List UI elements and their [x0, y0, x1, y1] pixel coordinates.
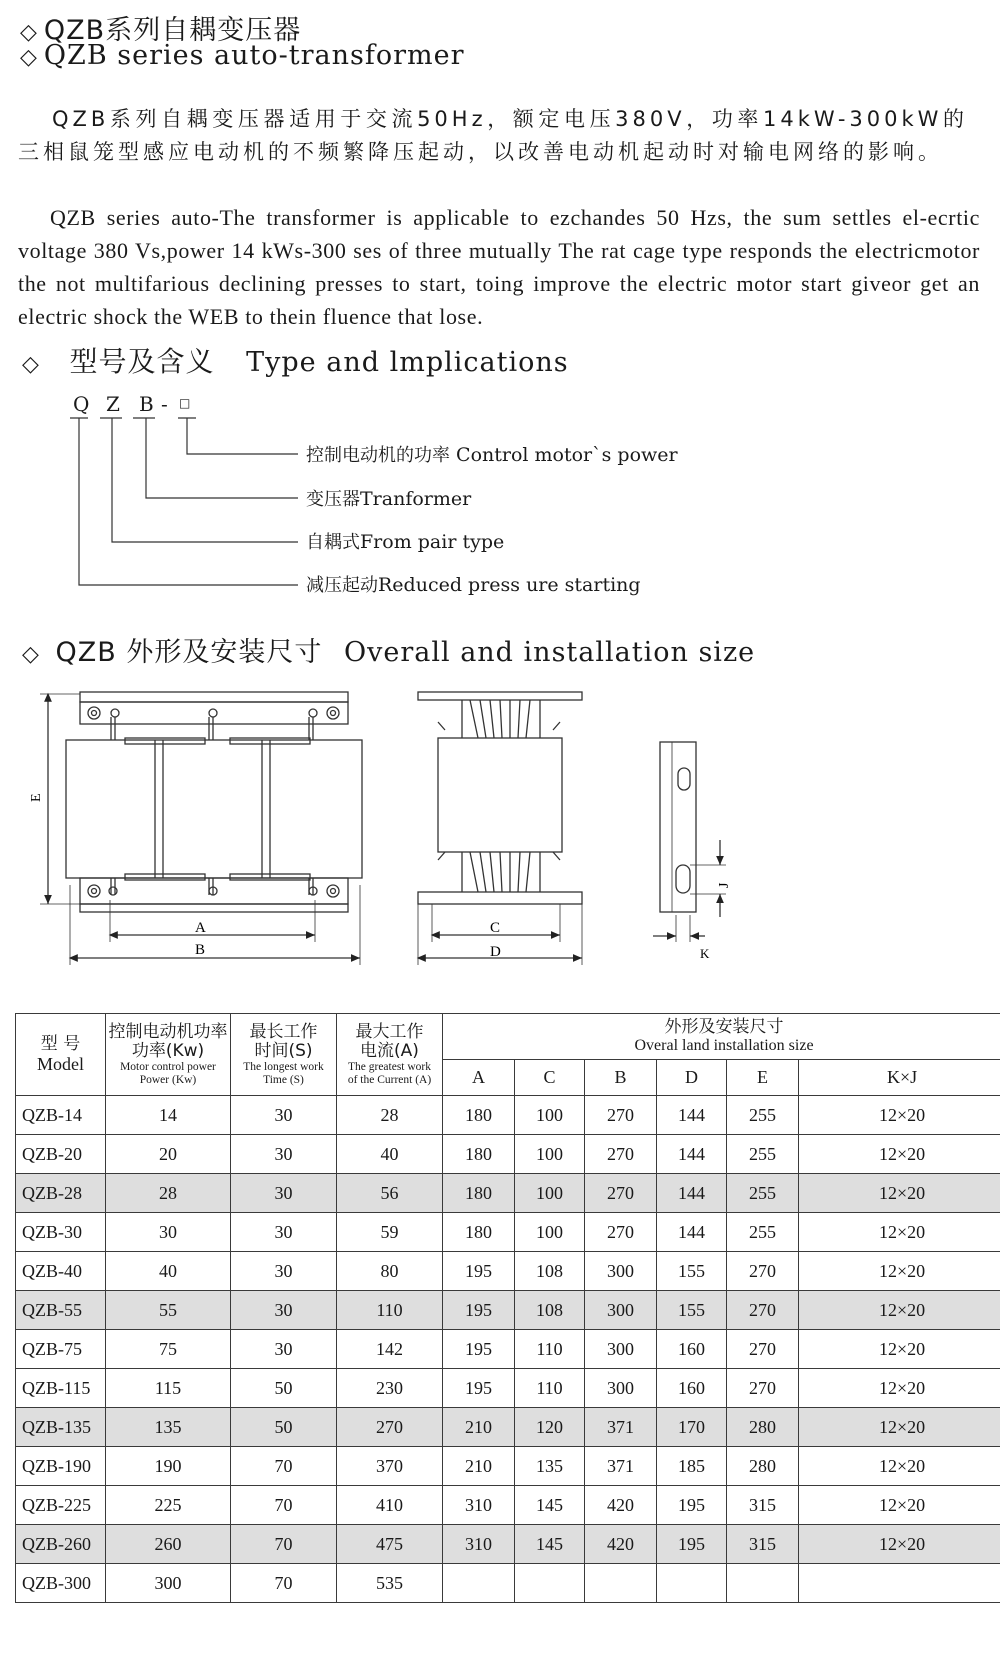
- cell-dim-c: 145: [515, 1486, 585, 1525]
- cell-power: 20: [106, 1135, 231, 1174]
- impl-label-pair: [306, 528, 504, 554]
- cell-dim-b: 270: [585, 1135, 657, 1174]
- table-row: [16, 1135, 1000, 1174]
- table-row: [16, 1447, 1000, 1486]
- cell-dim-kxj: 12×20: [799, 1252, 1000, 1291]
- header-power: [106, 1014, 231, 1096]
- cell-dim-kxj: 12×20: [799, 1213, 1000, 1252]
- cell-dim-b: 371: [585, 1408, 657, 1447]
- table-row: [16, 1525, 1000, 1564]
- cell-model: QZB-40: [16, 1252, 106, 1291]
- cell-dim-a: 180: [443, 1174, 515, 1213]
- cell-dim-a: 180: [443, 1096, 515, 1135]
- install-title-cn: QZB 外形及安装尺寸: [55, 637, 323, 668]
- cell-dim-d: 170: [657, 1408, 727, 1447]
- diamond-bullet-icon: ◇: [22, 352, 40, 377]
- spec-table: [15, 1013, 1000, 1603]
- cell-dim-d: 144: [657, 1135, 727, 1174]
- cell-dim-kxj: 12×20: [799, 1291, 1000, 1330]
- impl-label-power-cn: 控制电动机的功率: [306, 445, 450, 466]
- cell-dim-e: 270: [727, 1252, 799, 1291]
- cell-model: QZB-190: [16, 1447, 106, 1486]
- table-row: [16, 1369, 1000, 1408]
- cell-dim-e: 255: [727, 1135, 799, 1174]
- cell-model: QZB-30: [16, 1213, 106, 1252]
- cell-current: 142: [337, 1330, 443, 1369]
- cell-dim-a: 195: [443, 1330, 515, 1369]
- model-letter-z: Z: [106, 392, 120, 416]
- cell-time: 30: [231, 1096, 337, 1135]
- cell-dim-kxj: 12×20: [799, 1330, 1000, 1369]
- cell-power: 115: [106, 1369, 231, 1408]
- cell-current: 475: [337, 1525, 443, 1564]
- cell-dim-e: 255: [727, 1174, 799, 1213]
- impl-label-pair-en: From pair type: [360, 531, 505, 553]
- cell-dim-e: 270: [727, 1291, 799, 1330]
- impl-label-reduced-cn: 减压起动: [306, 575, 378, 596]
- table-row: [16, 1096, 1000, 1135]
- cell-power: 55: [106, 1291, 231, 1330]
- impl-label-reduced-en: Reduced press ure starting: [378, 574, 641, 596]
- header-current-en2: of the Current (A): [347, 1073, 432, 1086]
- cell-dim-c: 100: [515, 1174, 585, 1213]
- model-letter-b: B: [139, 392, 154, 416]
- header-power-en1: Motor control power: [120, 1060, 216, 1073]
- header-model-en: Model: [37, 1053, 84, 1074]
- cell-model: QZB-260: [16, 1525, 106, 1564]
- dim-label-d: D: [490, 944, 501, 960]
- intro-en: QZB series auto-The transformer is applicable to ezchandes 50 Hzs, the sum settles el-ecrtic voltage 380 Vs,power 14 kWs-300 ses of three mutually The rat cage type responds the electricmotor the not multifarious declining presses to start, toing improve the electric motor start giveor get an electric shock the WEB to thein fluence that lose.: [18, 205, 980, 329]
- model-letter-dash: -: [161, 392, 168, 416]
- foot-detail-view: [653, 742, 726, 942]
- cell-model: QZB-300: [16, 1564, 106, 1603]
- cell-model: QZB-20: [16, 1135, 106, 1174]
- cell-dim-e: 280: [727, 1447, 799, 1486]
- cell-dim-b: 300: [585, 1330, 657, 1369]
- header-dim-e: E: [727, 1060, 799, 1096]
- cell-dim-d: 155: [657, 1252, 727, 1291]
- header-current-en1: The greatest work: [347, 1060, 432, 1073]
- install-section-title: [22, 630, 755, 669]
- impl-label-transformer: [306, 485, 471, 511]
- cell-time: 70: [231, 1564, 337, 1603]
- cell-dim-b: 420: [585, 1525, 657, 1564]
- cell-dim-a: 310: [443, 1486, 515, 1525]
- cell-model: QZB-55: [16, 1291, 106, 1330]
- cell-dim-d: 144: [657, 1174, 727, 1213]
- cell-dim-c: 100: [515, 1213, 585, 1252]
- cell-current: 370: [337, 1447, 443, 1486]
- header-dim-b: B: [585, 1060, 657, 1096]
- diamond-bullet-icon: ◇: [20, 20, 38, 45]
- table-row: [16, 1564, 1000, 1603]
- header-dims-en: Overal land installation size: [634, 1037, 814, 1054]
- cell-dim-b: 300: [585, 1291, 657, 1330]
- cell-dim-b: 270: [585, 1174, 657, 1213]
- cell-dim-c: 135: [515, 1447, 585, 1486]
- cell-dim-d: 160: [657, 1330, 727, 1369]
- spec-table-body: [16, 1096, 1000, 1603]
- cell-dim-c: 100: [515, 1096, 585, 1135]
- header-model: [16, 1014, 106, 1096]
- header-dim-d: D: [657, 1060, 727, 1096]
- impl-label-pair-cn: 自耦式: [306, 532, 360, 553]
- cell-dim-d: 195: [657, 1525, 727, 1564]
- cell-dim-a: 180: [443, 1213, 515, 1252]
- cell-power: 300: [106, 1564, 231, 1603]
- cell-time: 30: [231, 1174, 337, 1213]
- cell-dim-a: 210: [443, 1447, 515, 1486]
- cell-time: 50: [231, 1408, 337, 1447]
- impl-label-power-en: Control motor`s power: [450, 444, 678, 466]
- diamond-bullet-icon: ◇: [20, 45, 38, 70]
- cell-dim-kxj: 12×20: [799, 1525, 1000, 1564]
- cell-dim-b: 270: [585, 1096, 657, 1135]
- model-letter-box: □: [179, 396, 191, 410]
- cell-dim-d: 185: [657, 1447, 727, 1486]
- cell-current: 59: [337, 1213, 443, 1252]
- cell-time: 30: [231, 1135, 337, 1174]
- cell-model: QZB-28: [16, 1174, 106, 1213]
- impl-label-transformer-cn: 变压器: [306, 489, 360, 510]
- impl-label-power: [306, 441, 678, 467]
- cell-dim-c: 108: [515, 1252, 585, 1291]
- table-row: [16, 1486, 1000, 1525]
- cell-current: 40: [337, 1135, 443, 1174]
- type-title-cn: 型号及含义: [69, 345, 215, 378]
- cell-power: 190: [106, 1447, 231, 1486]
- header-time-en2: Time (S): [263, 1073, 304, 1086]
- cell-power: 225: [106, 1486, 231, 1525]
- cell-current: 110: [337, 1291, 443, 1330]
- cell-current: 535: [337, 1564, 443, 1603]
- cell-current: 230: [337, 1369, 443, 1408]
- cell-dim-b: 270: [585, 1213, 657, 1252]
- table-row: [16, 1330, 1000, 1369]
- cell-model: QZB-115: [16, 1369, 106, 1408]
- cell-model: QZB-225: [16, 1486, 106, 1525]
- table-row: [16, 1291, 1000, 1330]
- cell-time: 30: [231, 1330, 337, 1369]
- table-row: [16, 1174, 1000, 1213]
- type-title-en: Type and lmplications: [246, 347, 569, 378]
- cell-power: 28: [106, 1174, 231, 1213]
- cell-dim-e: 315: [727, 1486, 799, 1525]
- table-row: [16, 1252, 1000, 1291]
- header-current-cn2: 电流(A): [360, 1040, 419, 1061]
- cell-dim-c: 110: [515, 1330, 585, 1369]
- cell-dim-a: 310: [443, 1525, 515, 1564]
- implication-leader-lines: [0, 0, 1000, 620]
- dim-label-k: K: [700, 946, 710, 961]
- cell-model: QZB-75: [16, 1330, 106, 1369]
- cell-model: QZB-14: [16, 1096, 106, 1135]
- cell-dim-e: [727, 1564, 799, 1603]
- cell-power: 40: [106, 1252, 231, 1291]
- cell-dim-kxj: 12×20: [799, 1135, 1000, 1174]
- cell-dim-b: [585, 1564, 657, 1603]
- cell-dim-e: 315: [727, 1525, 799, 1564]
- dimension-drawings: [0, 680, 1000, 980]
- cell-dim-e: 255: [727, 1096, 799, 1135]
- cell-power: 75: [106, 1330, 231, 1369]
- cell-dim-a: 195: [443, 1369, 515, 1408]
- cell-time: 70: [231, 1447, 337, 1486]
- cell-time: 30: [231, 1213, 337, 1252]
- cell-dim-a: 210: [443, 1408, 515, 1447]
- diamond-bullet-icon: ◇: [22, 642, 40, 667]
- header-model-cn: 型 号: [40, 1033, 81, 1054]
- cell-current: 80: [337, 1252, 443, 1291]
- table-row: [16, 1408, 1000, 1447]
- cell-dim-c: 100: [515, 1135, 585, 1174]
- cell-dim-kxj: 12×20: [799, 1174, 1000, 1213]
- install-title-en: Overall and installation size: [343, 637, 756, 668]
- cell-dim-e: 255: [727, 1213, 799, 1252]
- cell-dim-kxj: 12×20: [799, 1096, 1000, 1135]
- cell-dim-c: 145: [515, 1525, 585, 1564]
- cell-current: 28: [337, 1096, 443, 1135]
- table-row: [16, 1213, 1000, 1252]
- cell-time: 70: [231, 1486, 337, 1525]
- header-power-en2: Power (Kw): [139, 1073, 197, 1086]
- cell-dim-e: 270: [727, 1330, 799, 1369]
- cell-time: 50: [231, 1369, 337, 1408]
- cell-dim-a: [443, 1564, 515, 1603]
- intro-cn: QZB系列自耦变压器适用于交流50Hz，额定电压380V，功率14kW-300kW的三相鼠笼型感应电动机的不频繁降压起动，以改善电动机起动时对输电网络的影响。: [18, 107, 968, 164]
- header-time: [231, 1014, 337, 1096]
- cell-power: 14: [106, 1096, 231, 1135]
- cell-time: 70: [231, 1525, 337, 1564]
- header-dim-a: A: [443, 1060, 515, 1096]
- cell-dim-b: 371: [585, 1447, 657, 1486]
- cell-dim-kxj: 12×20: [799, 1369, 1000, 1408]
- cell-dim-d: 155: [657, 1291, 727, 1330]
- title-cn-text: QZB系列自耦变压器: [43, 15, 302, 46]
- header-time-cn1: 最长工作: [249, 1021, 318, 1042]
- cell-current: 270: [337, 1408, 443, 1447]
- cell-current: 410: [337, 1486, 443, 1525]
- cell-dim-e: 270: [727, 1369, 799, 1408]
- cell-dim-a: 180: [443, 1135, 515, 1174]
- cell-dim-c: 120: [515, 1408, 585, 1447]
- cell-dim-d: [657, 1564, 727, 1603]
- cell-dim-d: 195: [657, 1486, 727, 1525]
- cell-power: 30: [106, 1213, 231, 1252]
- dim-label-c: C: [490, 920, 501, 936]
- header-power-cn1: 控制电动机功率: [108, 1021, 228, 1042]
- cell-dim-kxj: [799, 1564, 1000, 1603]
- header-time-cn2: 时间(S): [254, 1040, 313, 1061]
- dim-label-j: J: [717, 882, 732, 888]
- impl-label-reduced: [306, 571, 641, 597]
- cell-dim-b: 300: [585, 1252, 657, 1291]
- cell-dim-c: 108: [515, 1291, 585, 1330]
- header-current: [337, 1014, 443, 1096]
- header-dim-kxj: K×J: [799, 1060, 1000, 1096]
- header-dims-cn: 外形及安装尺寸: [664, 1017, 784, 1037]
- cell-time: 30: [231, 1252, 337, 1291]
- cell-current: 56: [337, 1174, 443, 1213]
- header-power-cn2: 功率(Kw): [131, 1040, 205, 1061]
- dim-label-b: B: [195, 942, 206, 958]
- cell-dim-b: 420: [585, 1486, 657, 1525]
- cell-dim-d: 144: [657, 1096, 727, 1135]
- cell-dim-d: 144: [657, 1213, 727, 1252]
- cell-dim-kxj: 12×20: [799, 1447, 1000, 1486]
- cell-dim-a: 195: [443, 1291, 515, 1330]
- header-dims: [443, 1014, 1000, 1060]
- cell-dim-b: 300: [585, 1369, 657, 1408]
- dim-label-e: E: [29, 793, 44, 802]
- cell-time: 30: [231, 1291, 337, 1330]
- header-dim-c: C: [515, 1060, 585, 1096]
- cell-power: 260: [106, 1525, 231, 1564]
- impl-label-transformer-en: Tranformer: [360, 488, 472, 510]
- header-current-cn1: 最大工作: [355, 1021, 424, 1042]
- dim-label-a: A: [195, 920, 206, 936]
- cell-dim-e: 280: [727, 1408, 799, 1447]
- header-time-en1: The longest work: [243, 1060, 324, 1073]
- title-en-text: QZB series auto-transformer: [43, 40, 465, 71]
- cell-dim-kxj: 12×20: [799, 1486, 1000, 1525]
- cell-dim-a: 195: [443, 1252, 515, 1291]
- cell-model: QZB-135: [16, 1408, 106, 1447]
- cell-dim-kxj: 12×20: [799, 1408, 1000, 1447]
- cell-dim-c: 110: [515, 1369, 585, 1408]
- cell-dim-d: 160: [657, 1369, 727, 1408]
- cell-power: 135: [106, 1408, 231, 1447]
- cell-dim-c: [515, 1564, 585, 1603]
- model-letter-q: Q: [73, 392, 90, 416]
